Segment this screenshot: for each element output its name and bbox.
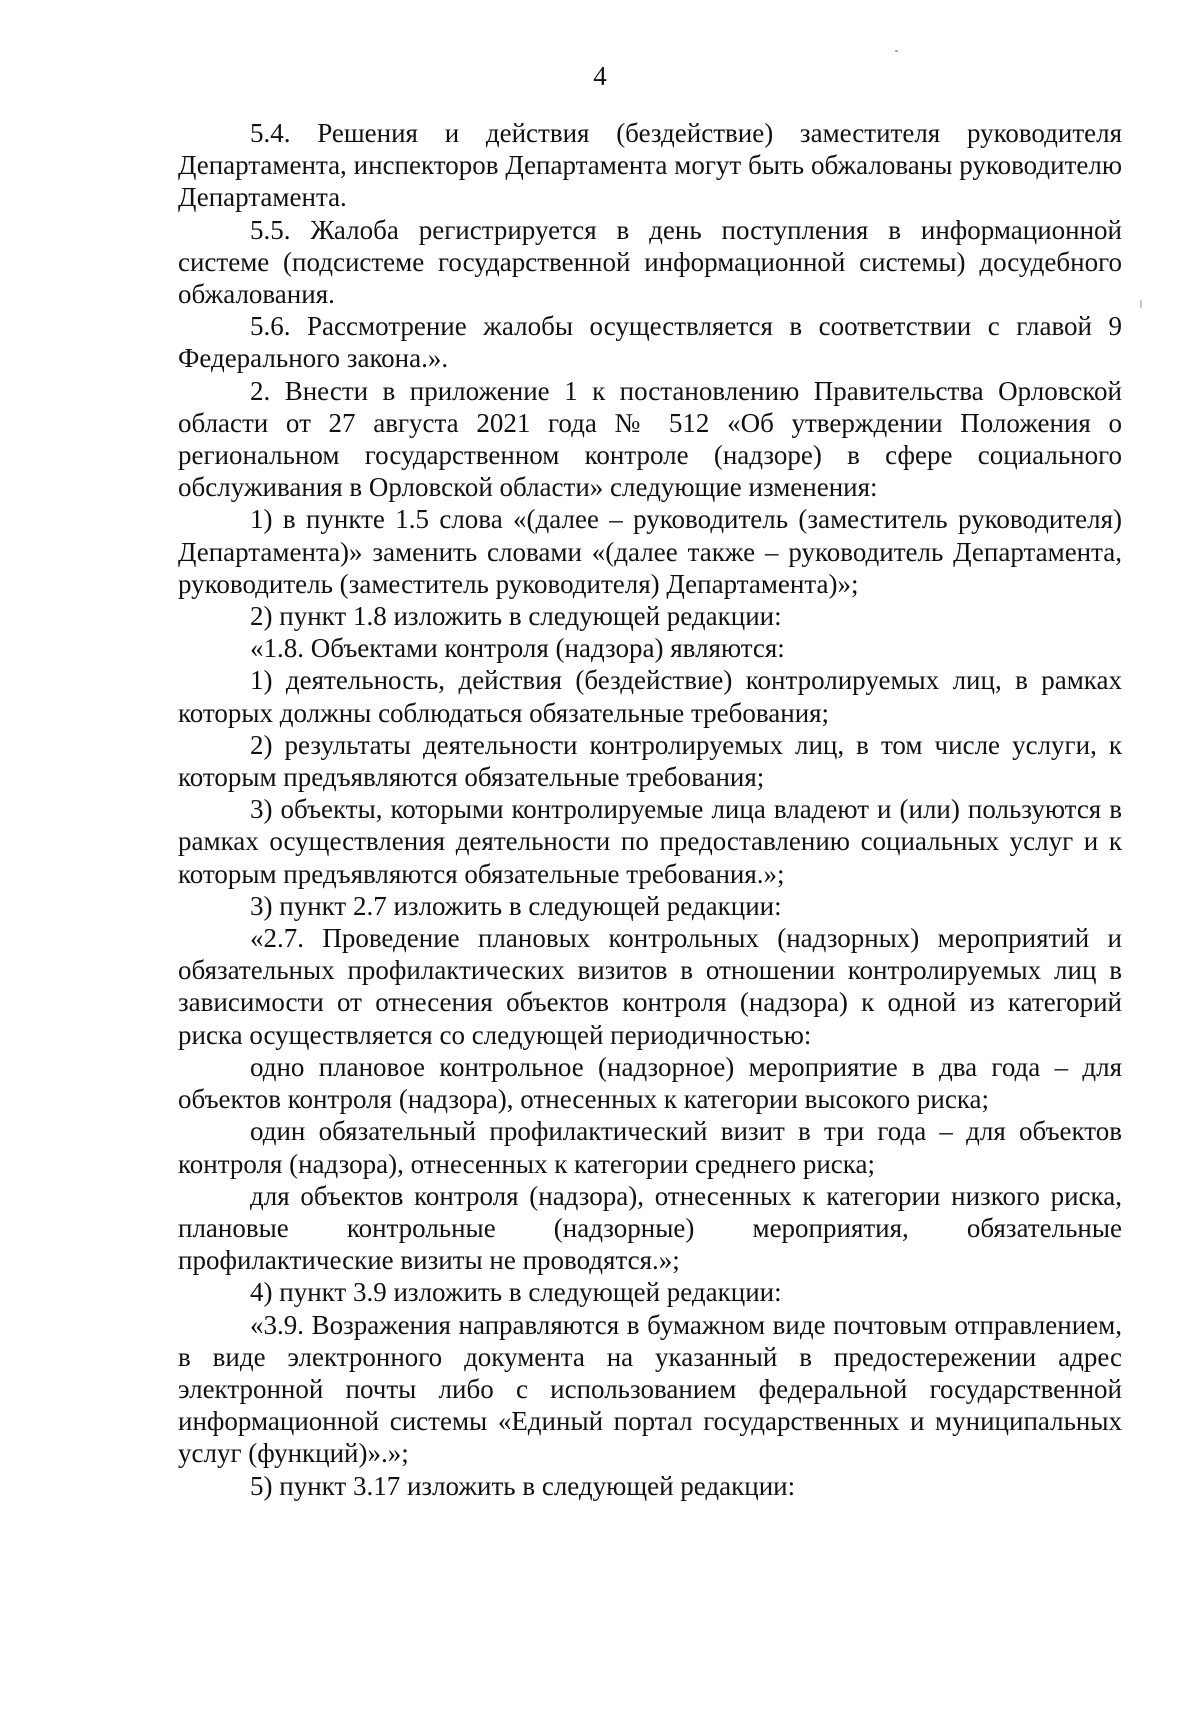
paragraph-subitem-3: 3) пункт 2.7 изложить в следующей редакции: (250, 890, 782, 921)
paragraph-5-4: 5.4. Решения и действия (бездействие) заместителя руководителя Департамента, инспекторов Департамента могут быть обжалованы руководителю Департамента. (178, 118, 1122, 213)
paragraph-2-7: «2.7. Проведение плановых контрольных (надзорных) мероприятий и обязательных профилактических визитов в отношении контролируемых лиц в зависимости от отнесения объектов контроля (надзора) к одной из категорий риска осуществляется со следующей периодичностью: (178, 923, 1122, 1050)
paragraph-5-5: 5.5. Жалоба регистрируется в день поступления в информационной системе (подсистеме государственной информационной системы) досудебного обжалования. (178, 214, 1122, 310)
paragraph-1-8: «1.8. Объектами контроля (надзора) являются: (250, 633, 785, 664)
paragraph-2-7-high-risk: одно плановое контрольное (надзорное) мероприятие в два года – для объектов контроля (надзора), отнесенных к категории высокого риска; (178, 1051, 1122, 1115)
paragraph-1-8-item-2: 2) результаты деятельности контролируемых лиц, в том числе услуги, к которым предъявляются обязательные требования; (178, 729, 1122, 793)
page-number: 4 (593, 61, 607, 91)
paragraph-item-2: 2. Внести в приложение 1 к постановлению Правительства Орловской области от 27 августа 2021 года № 512 «Об утверждении Положения о региональном государственном контроле (надзоре) в сфере социального обслуживания в Орловской области» следующие изменения: (178, 375, 1122, 503)
document-body (178, 117, 1122, 1502)
paragraph-1-8-item-1: 1) деятельность, действия (бездействие) контролируемых лиц, в рамках которых должны соблюдаться обязательные требования; (178, 665, 1122, 728)
paragraph-2-7-low-risk: для объектов контроля (надзора), отнесенных к категории низкого риска, плановые контрольные (надзорные) мероприятия, обязательные профилактические визиты не проводятся.»; (178, 1180, 1122, 1276)
scan-speck (1140, 300, 1142, 308)
paragraph-subitem-1: 1) в пункте 1.5 слова «(далее – руководитель (заместитель руководителя) Департамента)» заменить словами «(далее также – руководитель Департамента, руководитель (заместитель руководителя) Департамента)»; (178, 504, 1122, 599)
paragraph-subitem-2: 2) пункт 1.8 изложить в следующей редакции: (250, 601, 782, 632)
paragraph-1-8-item-3: 3) объекты, которыми контролируемые лица владеют и (или) пользуются в рамках осуществления деятельности по предоставлению социальных услуг и к которым предъявляются обязательные требования.»; (178, 794, 1122, 889)
paragraph-subitem-4: 4) пункт 3.9 изложить в следующей редакции: (250, 1277, 782, 1308)
paragraph-subitem-5: 5) пункт 3.17 изложить в следующей редакции: (250, 1470, 796, 1501)
scan-speck (895, 50, 898, 52)
paragraph-3-9: «3.9. Возражения направляются в бумажном виде почтовым отправлением, в виде электронного документа на указанный в предостережении адрес электронной почты либо с использованием федеральной государственной информационной системы «Единый портал государственных и муниципальных услуг (функций)».»; (178, 1309, 1122, 1469)
paragraph-2-7-medium-risk: один обязательный профилактический визит в три года – для объектов контроля (надзора), отнесенных к категории среднего риска; (178, 1116, 1122, 1179)
paragraph-5-6: 5.6. Рассмотрение жалобы осуществляется в соответствии с главой 9 Федерального закона.». (178, 311, 1122, 374)
